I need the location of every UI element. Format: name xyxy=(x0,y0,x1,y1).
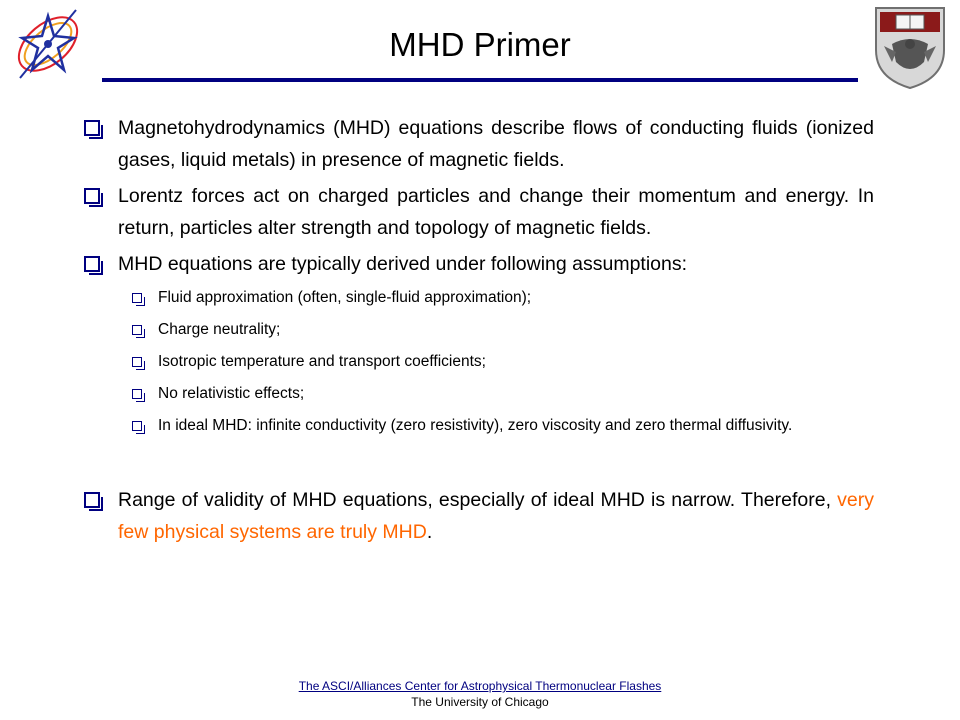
sub-bullet-text: Isotropic temperature and transport coefficients; xyxy=(158,353,486,370)
footer-university-name: The University of Chicago xyxy=(411,695,549,709)
title-underline xyxy=(102,78,858,82)
sub-bullet-text: Fluid approximation (often, single-fluid approximation); xyxy=(158,289,532,306)
bullet-text-start: Range of validity of MHD equations, especially of ideal MHD is narrow. Therefore, xyxy=(118,489,838,511)
sub-bullet-text: Charge neutrality; xyxy=(158,321,281,338)
bullet-item xyxy=(84,484,874,548)
bullet-box-icon xyxy=(84,120,100,136)
university-of-chicago-crest xyxy=(872,4,948,90)
bullet-text-end: . xyxy=(426,521,433,543)
footer xyxy=(0,678,960,710)
bullet-box-icon xyxy=(84,492,100,508)
bullet-box-icon xyxy=(132,357,142,367)
bullet-box-icon xyxy=(84,188,100,204)
bullet-item xyxy=(84,248,874,280)
flash-center-logo xyxy=(8,2,88,88)
sub-bullet-text: No relativistic effects; xyxy=(158,385,305,402)
bullet-text: Magnetohydrodynamics (MHD) equations describe flows of conducting fluids (ionized gases, liquid metals) in presence of magnetic fields. xyxy=(118,117,874,171)
bullet-text xyxy=(118,484,874,548)
bullet-text: Lorentz forces act on charged particles and change their momentum and energy. In return, particles alter strength and topology of magnetic fields. xyxy=(118,185,874,239)
sub-bullet-item xyxy=(132,412,874,440)
bullet-text: MHD equations are typically derived under following assumptions: xyxy=(118,253,688,275)
sub-bullet-item xyxy=(132,348,874,376)
sub-bullet-item xyxy=(132,380,874,408)
bullet-list xyxy=(84,112,874,552)
bullet-box-icon xyxy=(132,421,142,431)
sub-bullet-item xyxy=(132,316,874,344)
bullet-box-icon xyxy=(132,389,142,399)
bullet-item xyxy=(84,112,874,176)
bullet-box-icon xyxy=(84,256,100,272)
bullet-item xyxy=(84,180,874,244)
sub-bullet-item xyxy=(132,284,874,312)
bullet-box-icon xyxy=(132,325,142,335)
page-title: MHD Primer xyxy=(389,26,571,63)
footer-center-name: The ASCI/Alliances Center for Astrophysical Thermonuclear Flashes xyxy=(298,679,662,693)
highlighted-text: very few physical systems are truly MHD xyxy=(118,489,874,543)
sub-bullet-text: In ideal MHD: infinite conductivity (zero resistivity), zero viscosity and zero thermal diffusivity. xyxy=(158,417,793,434)
bullet-box-icon xyxy=(132,293,142,303)
